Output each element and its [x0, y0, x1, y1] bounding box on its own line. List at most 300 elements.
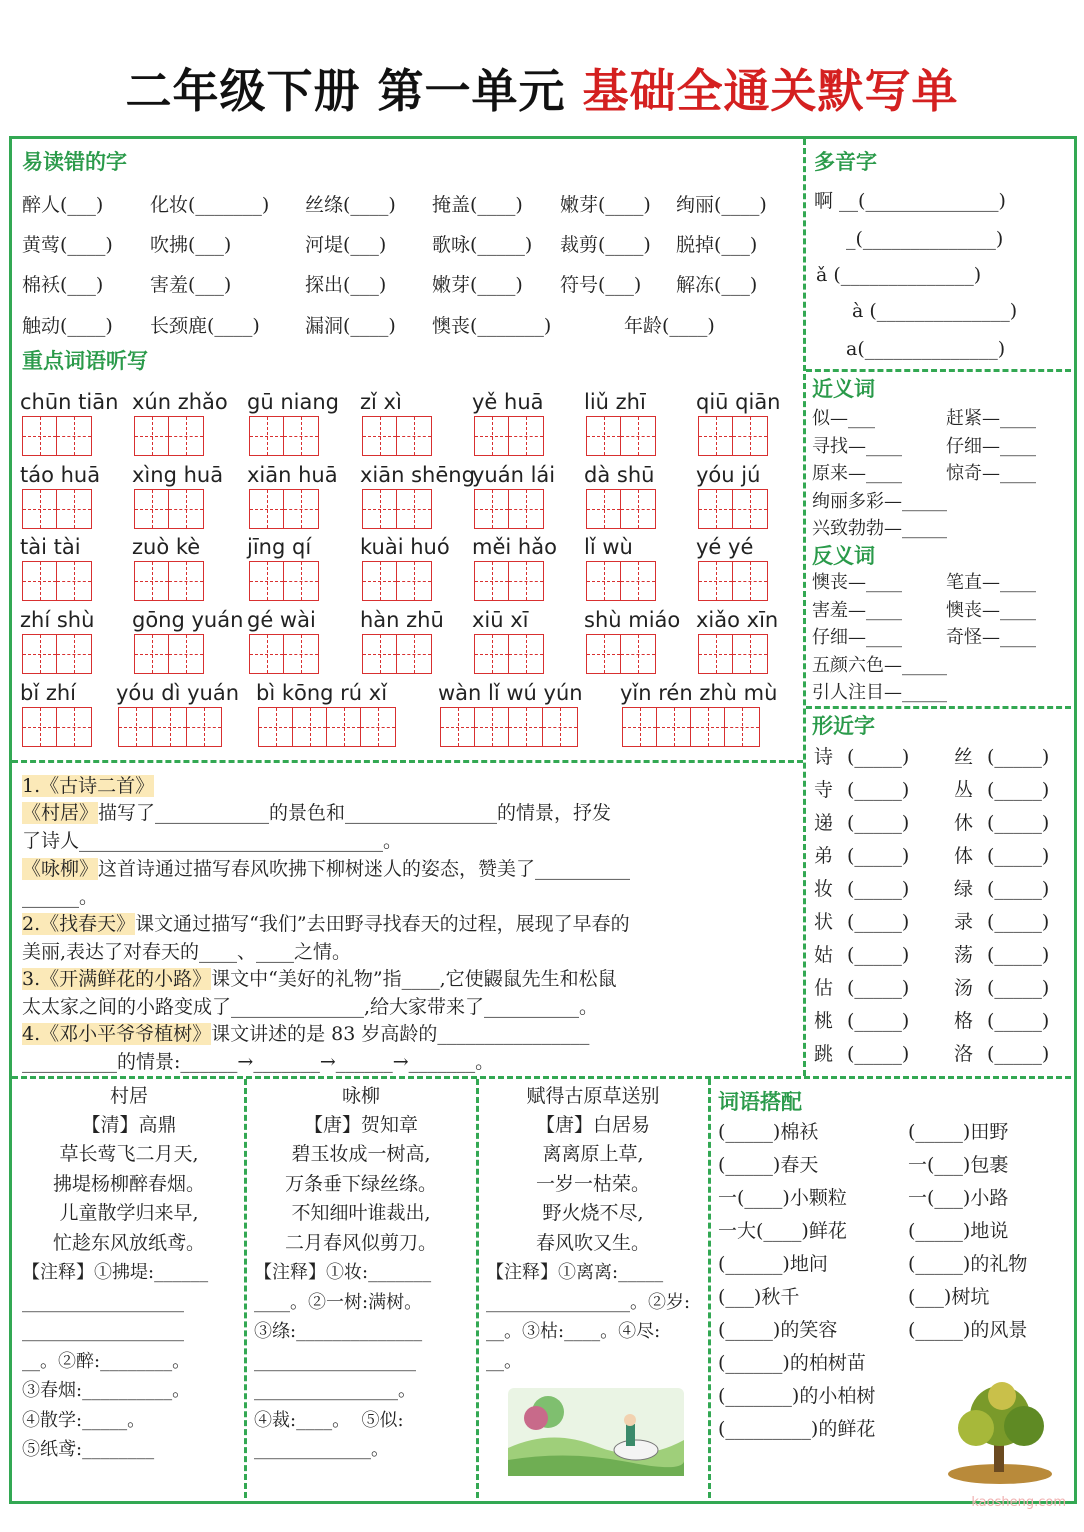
- easy-word: 害羞(___): [150, 274, 232, 296]
- similar-char: 状: [814, 911, 834, 933]
- similar-blank: (_____): [987, 779, 1050, 801]
- divider-antonyms: [806, 706, 1071, 709]
- collocation-item: (_____)田野: [908, 1121, 1009, 1143]
- similar-char: 丛: [954, 779, 974, 801]
- similar-char: 递: [814, 812, 834, 834]
- similar-section-title: 形近字: [812, 714, 875, 738]
- grid-cell: [621, 417, 655, 455]
- pinyin-label: xiǎo xīn: [696, 608, 779, 632]
- grid-cell: [657, 708, 691, 746]
- synonyms-item: 仔细—____: [946, 435, 1036, 457]
- writing-grid: [440, 707, 578, 747]
- poem-author: 【唐】白居易: [535, 1114, 650, 1136]
- grid-cell: [587, 562, 621, 600]
- writing-grid: [134, 489, 204, 529]
- similar-char-row: [814, 841, 909, 868]
- divider-duoyin: [806, 369, 1071, 372]
- easy-word: 懊丧(_______): [432, 315, 552, 337]
- poem-note: __________________: [22, 1291, 184, 1313]
- poem-note: __。③枯:____。④尽:: [486, 1321, 661, 1342]
- grid-cell: [250, 417, 284, 455]
- poem-note: ③春烟:__________。: [22, 1380, 191, 1401]
- similar-char-row: [954, 874, 1049, 901]
- writing-grid: [22, 416, 92, 456]
- similar-blank: (_____): [847, 1043, 910, 1065]
- writing-grid: [362, 489, 432, 529]
- grid-cell: [153, 708, 187, 746]
- grid-cell: [284, 635, 318, 673]
- similar-char: 寺: [814, 779, 834, 801]
- similar-char-row: [814, 808, 909, 835]
- grid-cell: [475, 562, 509, 600]
- similar-char-row: [954, 973, 1049, 1000]
- watermark: kaosheng.com: [971, 1495, 1066, 1510]
- poem-note: __。: [486, 1350, 522, 1372]
- similar-char-row: [814, 775, 909, 802]
- reading-q1d: ______。: [22, 886, 99, 908]
- similar-char: 汤: [954, 977, 974, 999]
- collocation-section-title: 词语搭配: [718, 1090, 802, 1114]
- easy-word: 年龄(____): [624, 315, 715, 337]
- antonyms-item: 懊丧—____: [946, 599, 1036, 621]
- grid-cell: [250, 562, 284, 600]
- similar-char-row: [814, 874, 909, 901]
- reading-q1-title: 1.《古诗二首》: [22, 775, 155, 797]
- duoyin-line: ǎ (______________): [816, 264, 982, 286]
- grid-cell: [57, 708, 91, 746]
- writing-grid: [134, 634, 204, 674]
- grid-cell: [623, 708, 657, 746]
- grid-cell: [187, 708, 221, 746]
- similar-blank: (_____): [847, 977, 910, 999]
- grid-cell: [259, 708, 293, 746]
- grid-cell: [475, 635, 509, 673]
- writing-grid: [474, 561, 544, 601]
- grid-cell: [691, 708, 725, 746]
- collocation-item: (_____)的笑容: [718, 1319, 838, 1341]
- poem-note: 【注释】①妆:_______: [254, 1262, 432, 1283]
- poem-note: 【注释】①离离:_____: [486, 1262, 664, 1283]
- similar-blank: (_____): [847, 812, 910, 834]
- collocation-item: 一(___)包裹: [908, 1154, 1009, 1176]
- grid-cell: [135, 562, 169, 600]
- pinyin-label: xiū xī: [472, 608, 529, 632]
- pinyin-label: gū niang: [247, 390, 339, 414]
- writing-grid: [134, 416, 204, 456]
- pinyin-label: yǐn rén zhù mù: [620, 681, 778, 705]
- poem-note: __________________: [22, 1321, 184, 1342]
- similar-char: 姑: [814, 944, 834, 966]
- pinyin-label: hàn zhū: [360, 608, 444, 632]
- collocation-item: (_____)春天: [718, 1154, 819, 1176]
- collocation-item: 一大(____)鲜花: [718, 1220, 847, 1242]
- writing-grid: [586, 634, 656, 674]
- pinyin-label: yóu dì yuán: [116, 681, 240, 705]
- tree-illustration: [940, 1376, 1060, 1486]
- grid-cell: [293, 708, 327, 746]
- grid-cell: [509, 490, 543, 528]
- antonyms-item: 笔直—____: [946, 572, 1036, 593]
- duoyin-line: a(______________): [846, 338, 1006, 360]
- poem-line: 万条垂下绿丝绦。: [284, 1172, 437, 1195]
- easy-word: 醉人(___): [22, 194, 104, 216]
- grid-cell: [543, 708, 577, 746]
- poem-illustration: [508, 1388, 684, 1476]
- writing-grid: [22, 561, 92, 601]
- divider-poem-1: [244, 1079, 247, 1498]
- poem-note: 【注释】①拂堤:______: [22, 1262, 209, 1283]
- easy-word: 长颈鹿(____): [150, 315, 260, 337]
- easy-word: 符号(___): [560, 274, 642, 296]
- collocation-item: (_____)棉袄: [718, 1121, 819, 1143]
- similar-char-row: [814, 907, 909, 934]
- writing-grid: [362, 634, 432, 674]
- easy-word: 掩盖(____): [432, 194, 523, 216]
- reading-q3a: 3.《开满鲜花的小路》课文中“美好的礼物”指____,它使鼹鼠先生和松鼠: [22, 968, 617, 990]
- similar-char-row: [954, 742, 1049, 769]
- pinyin-label: bǐ zhí: [20, 681, 77, 705]
- duoyin-line: à (______________): [852, 300, 1018, 322]
- grid-cell: [363, 635, 397, 673]
- poem-line: 忙趁东风放纸鸢。: [52, 1231, 205, 1254]
- antonyms-item: 害羞—____: [812, 599, 902, 621]
- writing-grid: [118, 707, 222, 747]
- similar-blank: (_____): [847, 845, 910, 867]
- grid-cell: [169, 635, 203, 673]
- similar-blank: (_____): [987, 911, 1050, 933]
- grid-cell: [397, 635, 431, 673]
- antonyms-item: 仔细—____: [812, 627, 902, 648]
- divider-reading: [12, 760, 803, 763]
- similar-char-row: [814, 1039, 909, 1066]
- grid-cell: [327, 708, 361, 746]
- similar-blank: (_____): [987, 977, 1050, 999]
- pinyin-label: yé yé: [696, 535, 754, 559]
- collocation-item: (______)地问: [718, 1253, 828, 1275]
- poem-author: 【清】高鼎: [81, 1114, 177, 1136]
- grid-cell: [363, 417, 397, 455]
- writing-grid: [249, 634, 319, 674]
- grid-cell: [621, 490, 655, 528]
- synonyms-item: 赶紧—____: [946, 408, 1036, 429]
- similar-char-row: [814, 940, 909, 967]
- reading-q2b: 美丽,表达了对春天的____、____之情。: [22, 941, 352, 963]
- writing-grid: [474, 416, 544, 456]
- writing-grid: [698, 489, 768, 529]
- similar-blank: (_____): [987, 845, 1050, 867]
- easy-word: 河堤(___): [305, 234, 387, 256]
- synonyms-item: 寻找—____: [812, 435, 902, 457]
- grid-cell: [587, 635, 621, 673]
- grid-cell: [509, 417, 543, 455]
- divider-poem-2: [476, 1079, 479, 1498]
- poem-note: ________________。②岁:: [486, 1291, 691, 1313]
- similar-blank: (_____): [847, 779, 910, 801]
- similar-blank: (_____): [847, 878, 910, 900]
- reading-q1c: 《咏柳》这首诗通过描写春风吹拂下柳树迷人的姿态，赞美了__________: [22, 858, 631, 880]
- similar-blank: (_____): [987, 1043, 1050, 1065]
- grid-cell: [509, 708, 543, 746]
- grid-cell: [363, 562, 397, 600]
- easy-word: 解冻(___): [676, 274, 758, 296]
- grid-cell: [169, 490, 203, 528]
- antonyms-item: 懊丧—____: [812, 572, 902, 593]
- similar-char: 跳: [814, 1043, 834, 1065]
- similar-char-row: [954, 940, 1049, 967]
- similar-char-row: [954, 1006, 1049, 1033]
- grid-cell: [23, 708, 57, 746]
- poem-line: 二月春风似剪刀。: [284, 1231, 437, 1254]
- grid-cell: [397, 417, 431, 455]
- pinyin-label: chūn tiān: [20, 390, 119, 414]
- collocation-item: 一(____)小颗粒: [718, 1187, 847, 1209]
- similar-char: 估: [814, 977, 834, 999]
- pinyin-label: xiān huā: [247, 463, 338, 487]
- grid-cell: [725, 708, 759, 746]
- poem-line: 拂堤杨柳醉春烟。: [52, 1172, 205, 1195]
- similar-char: 绿: [954, 878, 974, 900]
- grid-cell: [119, 708, 153, 746]
- pinyin-label: jīng qí: [247, 535, 312, 559]
- pinyin-label: kuài huó: [360, 535, 450, 559]
- pinyin-label: zuò kè: [132, 535, 201, 559]
- poem-note: ④裁:____。 ⑤似:: [254, 1409, 404, 1431]
- poem-line: 野火烧不尽,: [542, 1202, 644, 1224]
- duoyin-line: _(______________): [846, 228, 1004, 250]
- dictation-section-title: 重点词语听写: [22, 349, 148, 373]
- page-title: 二年级下册 第一单元 基础全通关默写单: [125, 64, 959, 118]
- collocation-item: (___)树坑: [908, 1286, 990, 1308]
- similar-char-row: [814, 973, 909, 1000]
- synonyms-section-title: 近义词: [812, 377, 875, 401]
- grid-cell: [135, 635, 169, 673]
- easy-word: 漏洞(____): [305, 315, 396, 337]
- writing-grid: [22, 707, 92, 747]
- easy-word: 化妆(_______): [150, 194, 270, 216]
- grid-cell: [169, 562, 203, 600]
- collocation-item: (_____)的风景: [908, 1319, 1028, 1341]
- pinyin-label: wàn lǐ wú yún: [438, 681, 583, 705]
- grid-cell: [621, 562, 655, 600]
- grid-cell: [733, 417, 767, 455]
- similar-char: 洛: [954, 1043, 974, 1065]
- pinyin-label: zhí shù: [20, 608, 95, 632]
- easy-word: 棉袄(___): [22, 274, 104, 296]
- duoyin-line: 啊 __(______________): [814, 190, 1006, 212]
- writing-grid: [474, 634, 544, 674]
- reading-q4b: __________的情景:______→_______→______→_______。: [22, 1051, 495, 1073]
- grid-cell: [509, 635, 543, 673]
- easy-word: 丝绦(____): [305, 194, 396, 216]
- synonyms-item: 兴致勃勃—_____: [812, 518, 947, 539]
- similar-blank: (_____): [847, 746, 910, 768]
- grid-cell: [250, 635, 284, 673]
- antonyms-item: 五颜六色—_____: [812, 654, 947, 676]
- grid-cell: [284, 417, 318, 455]
- pinyin-label: shù miáo: [584, 608, 681, 632]
- grid-cell: [475, 490, 509, 528]
- similar-blank: (_____): [987, 746, 1050, 768]
- grid-cell: [23, 490, 57, 528]
- pinyin-label: yuán lái: [472, 463, 556, 487]
- collocation-item: (_____)的礼物: [908, 1253, 1028, 1275]
- easy-word: 嫩芽(____): [560, 194, 651, 216]
- grid-cell: [475, 708, 509, 746]
- poem-note: ③绦:______________: [254, 1321, 423, 1342]
- pinyin-label: táo huā: [20, 463, 101, 487]
- grid-cell: [587, 490, 621, 528]
- similar-char: 体: [954, 845, 974, 867]
- pinyin-label: gé wài: [247, 608, 316, 632]
- easy-word: 脱掉(___): [676, 234, 758, 256]
- pinyin-label: dà shū: [584, 463, 655, 487]
- similar-blank: (_____): [847, 911, 910, 933]
- collocation-item: (_________)的鲜花: [718, 1418, 876, 1440]
- pinyin-label: liǔ zhī: [584, 390, 646, 414]
- divider-right-column: [803, 139, 806, 1076]
- easy-word: 触动(____): [22, 315, 113, 337]
- poem-line: 春风吹又生。: [535, 1231, 650, 1254]
- grid-cell: [621, 635, 655, 673]
- grid-cell: [361, 708, 395, 746]
- writing-grid: [258, 707, 396, 747]
- grid-cell: [733, 635, 767, 673]
- grid-cell: [23, 562, 57, 600]
- writing-grid: [22, 489, 92, 529]
- grid-cell: [57, 635, 91, 673]
- poem-note: ⑤纸鸢:________: [22, 1439, 155, 1460]
- writing-grid: [249, 416, 319, 456]
- similar-blank: (_____): [847, 1010, 910, 1032]
- writing-grid: [249, 489, 319, 529]
- similar-blank: (_____): [987, 878, 1050, 900]
- similar-char: 休: [954, 812, 974, 834]
- poem-note: ④散学:_____。: [22, 1409, 146, 1431]
- writing-grid: [586, 416, 656, 456]
- poem-note: _____________。: [254, 1439, 389, 1460]
- synonyms-item: 似—___: [812, 408, 875, 429]
- writing-grid: [698, 634, 768, 674]
- similar-char-row: [954, 907, 1049, 934]
- grid-cell: [699, 635, 733, 673]
- pinyin-label: tài tài: [20, 535, 81, 559]
- reading-q3b: 太太家之间的小路变成了______________,给大家带来了__________。: [22, 996, 599, 1018]
- poem-line: 一岁一枯荣。: [535, 1172, 650, 1195]
- grid-cell: [57, 417, 91, 455]
- grid-cell: [363, 490, 397, 528]
- easy-word: 黄莺(____): [22, 234, 113, 256]
- poem-line: 不知细叶谁裁出,: [291, 1202, 431, 1224]
- easy-word: 探出(___): [305, 274, 387, 296]
- similar-char-row: [814, 1006, 909, 1033]
- reading-q4a: 4.《邓小平爷爷植树》课文讲述的是 83 岁高龄的________________: [22, 1023, 590, 1045]
- poem-line: 草长莺飞二月天,: [59, 1143, 199, 1165]
- reading-q2a: 2.《找春天》课文通过描写“我们”去田野寻找春天的过程，展现了早春的: [22, 913, 630, 935]
- reading-q1a: 《村居》描写了____________的景色和________________的情景，抒发: [22, 802, 612, 824]
- grid-cell: [23, 417, 57, 455]
- antonyms-item: 引人注目—_____: [812, 682, 947, 703]
- similar-blank: (_____): [987, 812, 1050, 834]
- pinyin-label: měi hǎo: [472, 535, 557, 559]
- pinyin-label: xìng huā: [132, 463, 224, 487]
- similar-char: 格: [954, 1010, 974, 1032]
- antonyms-item: 奇怪—____: [946, 627, 1036, 648]
- poem-note: ____。②一树:满树。: [254, 1291, 423, 1313]
- writing-grid: [622, 707, 760, 747]
- reading-q1b: 了诗人________________________________。: [22, 830, 403, 852]
- grid-cell: [23, 635, 57, 673]
- synonyms-item: 原来—____: [812, 463, 902, 484]
- poem-line: 离离原上草,: [542, 1143, 644, 1165]
- antonyms-section-title: 反义词: [812, 544, 875, 568]
- writing-grid: [362, 416, 432, 456]
- poem-title: 赋得古原草送别: [526, 1085, 660, 1107]
- grid-cell: [250, 490, 284, 528]
- divider-poem-3: [708, 1079, 711, 1498]
- pinyin-label: xiān shēng: [360, 463, 475, 487]
- poem-note: __________________: [254, 1350, 416, 1372]
- grid-cell: [733, 490, 767, 528]
- grid-cell: [57, 562, 91, 600]
- grid-cell: [284, 562, 318, 600]
- similar-char: 桃: [814, 1010, 834, 1032]
- collocation-item: 一(___)小路: [908, 1187, 1009, 1209]
- pinyin-label: qiū qiān: [696, 390, 781, 414]
- pinyin-label: yóu jú: [696, 463, 761, 487]
- similar-char: 妆: [814, 878, 834, 900]
- grid-cell: [475, 417, 509, 455]
- writing-grid: [698, 561, 768, 601]
- similar-blank: (_____): [987, 944, 1050, 966]
- collocation-item: (_______)的小柏树: [718, 1385, 876, 1407]
- grid-cell: [699, 490, 733, 528]
- easy-word: 裁剪(____): [560, 234, 651, 256]
- poem-author: 【唐】贺知章: [303, 1114, 418, 1136]
- pinyin-label: yě huā: [472, 390, 544, 414]
- collocation-item: (___)秋千: [718, 1286, 800, 1308]
- poem-title: 村居: [109, 1085, 148, 1107]
- similar-char: 录: [954, 911, 974, 933]
- writing-grid: [474, 489, 544, 529]
- grid-cell: [169, 417, 203, 455]
- writing-grid: [134, 561, 204, 601]
- poem-note: __。②醉:________。: [22, 1350, 191, 1372]
- pinyin-label: bì kōng rú xǐ: [256, 681, 388, 705]
- grid-cell: [733, 562, 767, 600]
- similar-blank: (_____): [987, 1010, 1050, 1032]
- poem-line: 儿童散学归来早,: [59, 1202, 199, 1224]
- grid-cell: [397, 562, 431, 600]
- easy-section-title: 易读错的字: [22, 150, 127, 174]
- synonyms-item: 惊奇—____: [946, 463, 1036, 484]
- grid-cell: [135, 417, 169, 455]
- grid-cell: [441, 708, 475, 746]
- similar-char: 诗: [814, 746, 834, 768]
- writing-grid: [586, 561, 656, 601]
- duoyin-section-title: 多音字: [814, 150, 877, 174]
- easy-word: 嫩芽(____): [432, 274, 523, 296]
- easy-word: 吹拂(___): [150, 234, 232, 256]
- similar-char: 荡: [954, 944, 974, 966]
- grid-cell: [699, 562, 733, 600]
- poem-note: ________________。: [254, 1380, 416, 1401]
- grid-cell: [135, 490, 169, 528]
- pinyin-label: gōng yuán: [132, 608, 244, 632]
- similar-char-row: [954, 775, 1049, 802]
- grid-cell: [509, 562, 543, 600]
- grid-cell: [587, 417, 621, 455]
- grid-cell: [284, 490, 318, 528]
